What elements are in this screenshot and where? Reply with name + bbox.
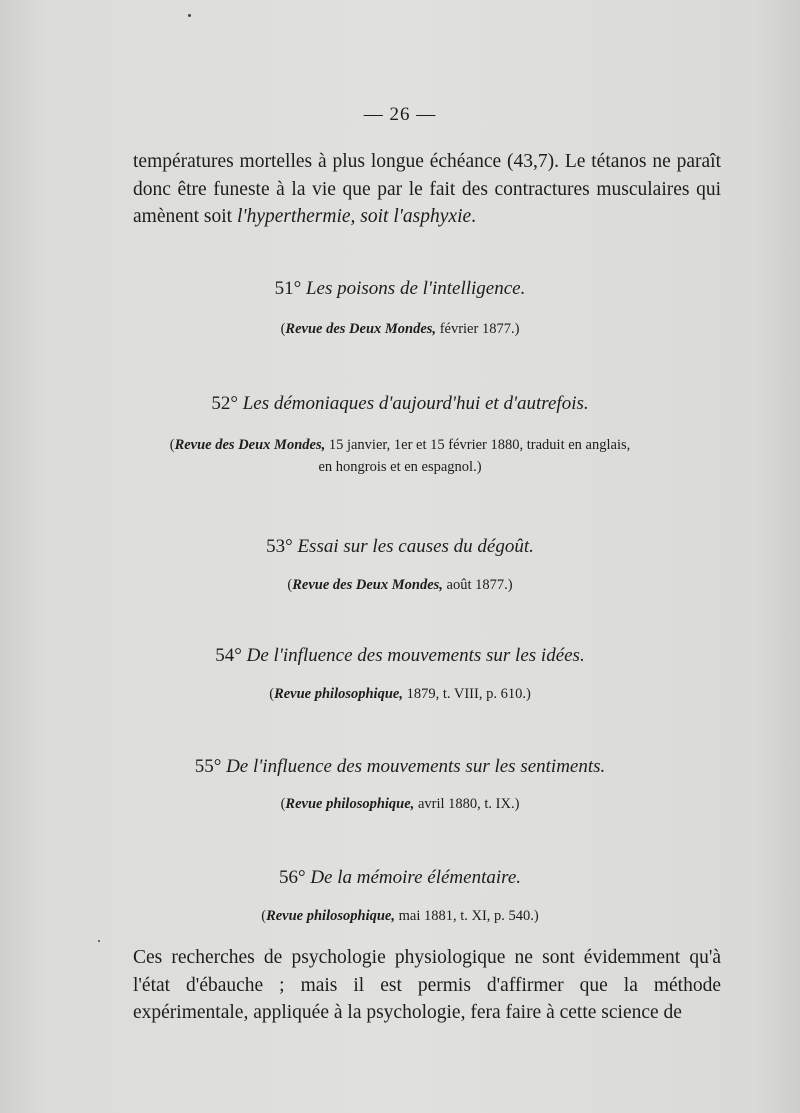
- entry-number: 51°: [274, 278, 302, 299]
- entry-number: 55°: [194, 756, 222, 777]
- entry-reference-56: (Revue philosophique, mai 1881, t. XI, p. 540.): [261, 908, 539, 924]
- reference-details: 1879, t. VIII, p. 610.): [406, 686, 531, 702]
- reference-details-line2: en hongrois et en espagnol.): [318, 459, 482, 475]
- reference-source: Revue des Deux Mondes,: [174, 437, 326, 453]
- reference-source: Revue philosophique,: [274, 686, 403, 702]
- reference-source: Revue philosophique,: [285, 796, 415, 812]
- reference-details: août 1877.): [446, 577, 513, 593]
- entry-heading-51: [0, 278, 800, 300]
- print-speck: [98, 940, 100, 942]
- entry-heading-56: [0, 867, 800, 889]
- reference-source: Revue des Deux Mondes,: [285, 321, 437, 337]
- entry-title: De l'influence des mouvements sur les idées.: [246, 645, 585, 666]
- reference-source: Revue philosophique,: [266, 908, 395, 924]
- entry-reference-55: (Revue philosophique, avril 1880, t. IX.): [280, 796, 520, 812]
- entry-number: 54°: [215, 645, 242, 666]
- entry-reference-52: (Revue des Deux Mondes, 15 janvier, 1er et 15 février 1880, traduit en anglais, en hongrois et en espagnol.): [169, 437, 631, 475]
- entry-heading-55: [0, 756, 800, 778]
- entry-title: Essai sur les causes du dégoût.: [297, 536, 534, 557]
- entry-title: Les poisons de l'intelligence.: [305, 278, 526, 299]
- reference-source: Revue des Deux Mondes,: [292, 577, 443, 593]
- page-number: — 26 —: [363, 104, 437, 125]
- entry-title: De l'influence des mouvements sur les sentiments.: [226, 756, 606, 777]
- entry-heading-52: [0, 393, 800, 415]
- intro-text: températures mortelles à plus longue échéance (43,7). Le tétanos ne paraît donc être funeste à la vie que par le fait des contractures musculaires qui amènent soit: [133, 151, 721, 227]
- closing-paragraph: Ces recherches de psychologie physiologique ne sont évidemment qu'à l'état d'ébauche ; mais il est permis d'affirmer que la méthode expérimentale, appliquée à la psychologie, fera faire à cette science de: [133, 947, 721, 1023]
- entry-reference-54: (Revue philosophique, 1879, t. VIII, p. 610.): [269, 686, 531, 702]
- print-speck: [188, 14, 191, 17]
- entry-heading-54: [0, 645, 800, 667]
- entry-heading-53: [0, 536, 800, 558]
- entry-number: 56°: [278, 867, 306, 888]
- entry-number: 52°: [211, 393, 238, 414]
- reference-details: mai 1881, t. XI, p. 540.): [398, 908, 539, 924]
- intro-italic-text: l'hyperthermie, soit l'asphyxie: [236, 206, 472, 227]
- entry-title: De la mémoire élémentaire.: [310, 867, 522, 888]
- reference-details: février 1877.): [439, 321, 520, 337]
- intro-text-end: .: [471, 206, 477, 227]
- entry-number: 53°: [266, 536, 293, 557]
- reference-details: 15 janvier, 1er et 15 février 1880, traduit en anglais,: [328, 437, 631, 453]
- entry-title: Les démoniaques d'aujourd'hui et d'autrefois.: [242, 393, 589, 414]
- entry-reference-53: (Revue des Deux Mondes, août 1877.): [287, 577, 513, 593]
- intro-paragraph: [133, 148, 721, 231]
- reference-details: avril 1880, t. IX.): [417, 796, 520, 812]
- entry-reference-51: (Revue des Deux Mondes, février 1877.): [280, 321, 520, 337]
